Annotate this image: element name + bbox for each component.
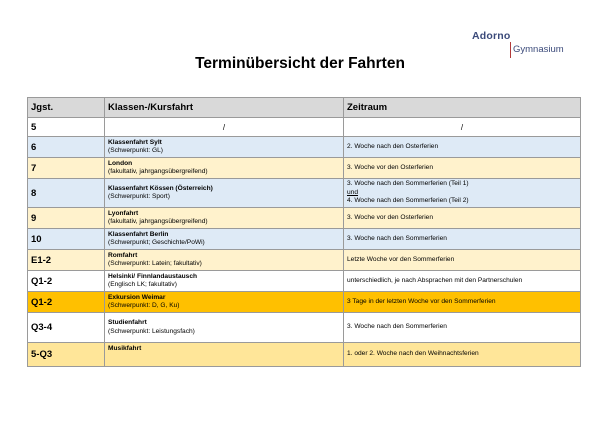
trip-name: Klassenfahrt Sylt [108,138,162,146]
jgst-cell: 6 [28,137,105,158]
zeitraum-cell [344,179,581,208]
fahrt-cell [105,313,344,343]
page-title: Terminübersicht der Fahrten [195,55,405,72]
table-row [28,313,581,343]
fahrt-cell [105,292,344,313]
zeitraum-cell: 3. Woche nach den Sommerferien [344,229,581,250]
trip-focus: (Schwerpunkt: Leistungsfach) [108,327,195,335]
table-row [28,229,581,250]
jgst-cell: E1-2 [28,250,105,271]
jgst-cell: 5-Q3 [28,343,105,367]
header-zeitraum: Zeitraum [344,98,581,118]
trip-name: Studienfahrt [108,319,147,326]
zeitraum-part1: 3. Woche nach den Sommerferien (Teil 1) [347,180,469,188]
trip-name: Musikfahrt [108,345,142,352]
fahrt-cell [105,271,344,292]
fahrt-cell [105,229,344,250]
zeitraum-cell: 1. oder 2. Woche nach den Weihnachtsferien [344,343,581,367]
fahrt-cell [105,208,344,229]
jgst-cell: Q3-4 [28,313,105,343]
jgst-cell: 10 [28,229,105,250]
trip-focus: (Schwerpunkt: Sport) [108,193,170,200]
trip-schedule-table [27,97,581,367]
trip-name: London [108,159,133,167]
zeitraum-part2: 4. Woche nach den Sommerferien (Teil 2) [347,197,469,205]
jgst-cell: 8 [28,179,105,208]
zeitraum-cell: 3 Tage in der letzten Woche vor den Sommerferien [344,292,581,313]
table-row [28,343,581,367]
trip-name: Klassenfahrt Kössen (Österreich) [108,184,213,192]
trip-focus: (fakultativ, jahrgangsübergreifend) [108,218,208,225]
table-header-row [28,98,581,118]
zeitraum-cell: / [344,118,581,137]
trip-focus: (Englisch LK; fakultativ) [108,281,177,288]
logo-line1: Adorno [472,30,511,42]
table-row [28,271,581,292]
table-row [28,208,581,229]
header-jgst: Jgst. [28,98,105,118]
table-row [28,292,581,313]
zeitraum-cell: 3. Woche vor den Osterferien [344,158,581,179]
zeitraum-cell: 3. Woche nach den Sommerferien [344,313,581,343]
trip-name: Exkursion Weimar [108,293,166,301]
trip-focus: (Schwerpunkt; Geschichte/PoWi) [108,239,205,246]
table-row [28,137,581,158]
fahrt-cell [105,343,344,367]
fahrt-cell: / [105,118,344,137]
trip-name: Lyonfahrt [108,209,139,217]
trip-name: Klassenfahrt Berlin [108,230,169,238]
header-fahrt: Klassen-/Kursfahrt [105,98,344,118]
fahrt-cell [105,250,344,271]
jgst-cell: 5 [28,118,105,137]
fahrt-cell [105,179,344,208]
logo-line2: Gymnasium [513,44,564,55]
table-row [28,179,581,208]
zeitraum-cell: Letzte Woche vor den Sommerferien [344,250,581,271]
table-row [28,158,581,179]
trip-focus: (Schwerpunkt: D, G, Ku) [108,302,180,309]
trip-name: Helsinki/ Finnlandaustausch [108,272,198,280]
fahrt-cell [105,158,344,179]
jgst-cell: Q1-2 [28,292,105,313]
zeitraum-cell: 2. Woche nach den Osterferien [344,137,581,158]
trip-focus: (Schwerpunkt: Latein; fakultativ) [108,260,202,267]
jgst-cell: Q1-2 [28,271,105,292]
jgst-cell: 9 [28,208,105,229]
table-row [28,118,581,137]
table-row [28,250,581,271]
zeitraum-cell: unterschiedlich, je nach Absprachen mit den Partnerschulen [344,271,581,292]
zeitraum-conjunction: und [347,188,359,196]
trip-name: Romfahrt [108,251,138,259]
jgst-cell: 7 [28,158,105,179]
fahrt-cell [105,137,344,158]
trip-focus: (Schwerpunkt: GL) [108,147,163,154]
zeitraum-cell: 3. Woche vor den Osterferien [344,208,581,229]
trip-focus: (fakultativ, jahrgangsübergreifend) [108,168,208,175]
